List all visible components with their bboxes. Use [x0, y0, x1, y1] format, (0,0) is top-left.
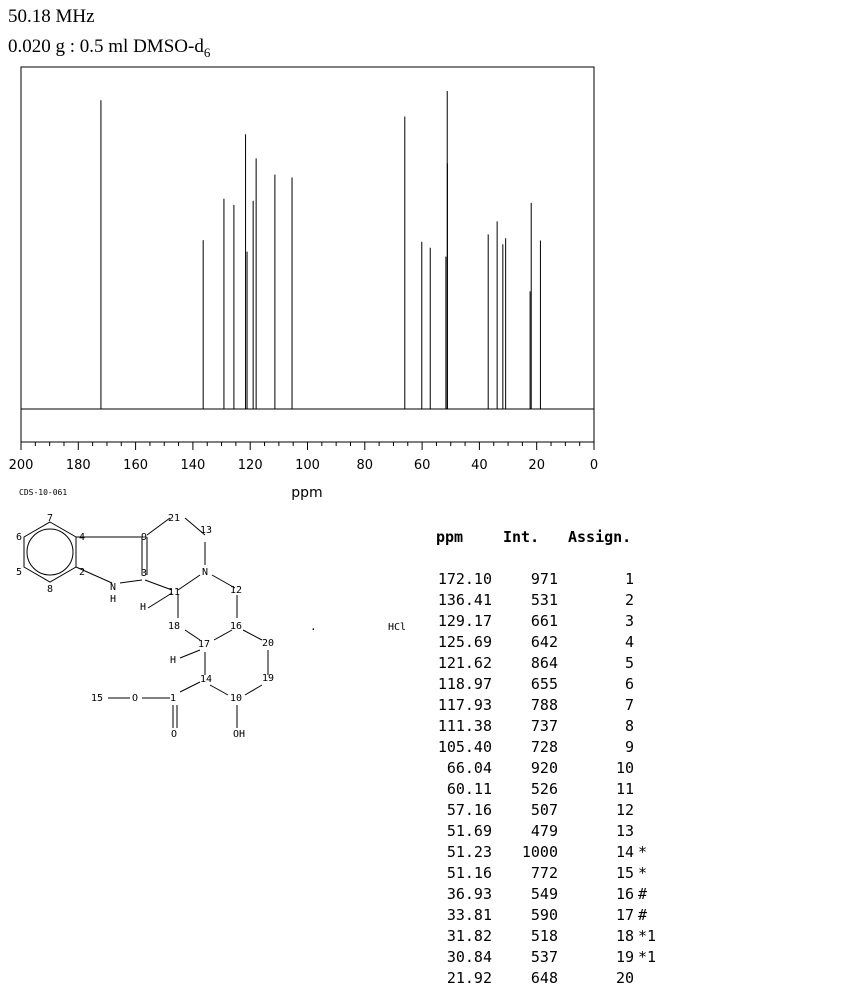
sample-main-text: 0.020 g : 0.5 ml DMSO-d	[8, 36, 204, 57]
cell-intensity: 537	[530, 948, 558, 966]
cell-assign: 3	[624, 612, 634, 630]
table-row	[410, 717, 680, 738]
header-ppm: ppm	[436, 528, 464, 546]
atom-14: 14	[200, 674, 213, 685]
cell-ppm: 51.23	[446, 843, 492, 861]
atom-h-17: H	[170, 655, 177, 666]
tick-label-180: 180	[65, 458, 91, 473]
tick-group	[9, 442, 599, 473]
cell-ppm: 136.41	[437, 591, 492, 609]
atom-oh: OH	[233, 729, 246, 740]
cell-ppm: 21.92	[446, 969, 492, 987]
plot-frame	[21, 67, 594, 442]
cell-assign: 8	[624, 717, 634, 735]
table-row	[410, 696, 680, 717]
atom-h-indole: H	[110, 594, 117, 605]
cell-ppm: 51.16	[446, 864, 492, 882]
cell-ppm: 125.69	[437, 633, 492, 651]
cell-ppm: 111.38	[437, 717, 492, 735]
cell-intensity: 772	[530, 864, 558, 882]
tick-label-200: 200	[8, 458, 34, 473]
atom-9: 9	[141, 532, 148, 543]
cell-mark: *1	[638, 927, 657, 945]
table-row	[410, 948, 680, 969]
cell-ppm: 31.82	[446, 927, 492, 945]
x-axis-label: ppm	[291, 485, 323, 500]
cell-ppm: 51.69	[446, 822, 492, 840]
sample-subscript: 6	[203, 44, 211, 60]
cell-assign: 19	[615, 948, 634, 966]
tick-label-40: 40	[471, 458, 488, 473]
table-row	[410, 738, 680, 759]
cell-ppm: 30.84	[446, 948, 492, 966]
tick-label-120: 120	[237, 458, 263, 473]
cell-intensity: 507	[530, 801, 558, 819]
cell-intensity: 737	[530, 717, 558, 735]
cell-intensity: 590	[530, 906, 558, 924]
atom-5: 5	[16, 567, 23, 578]
peak-table-header	[410, 528, 680, 548]
cell-ppm: 66.04	[446, 759, 492, 777]
cell-intensity: 971	[530, 570, 558, 588]
cell-assign: 14	[615, 843, 634, 861]
cell-ppm: 118.97	[437, 675, 492, 693]
table-row	[410, 885, 680, 906]
tick-label-0: 0	[589, 458, 599, 473]
salt-dot: .	[310, 620, 317, 633]
tick-label-160: 160	[123, 458, 149, 473]
atom-19: 19	[262, 673, 275, 684]
table-row	[410, 969, 680, 990]
cell-assign: 10	[615, 759, 634, 777]
cell-intensity: 526	[530, 780, 558, 798]
table-row	[410, 591, 680, 612]
spectrometer-frequency: 50.18 MHz	[8, 6, 95, 27]
atom-15: 15	[91, 693, 104, 704]
cell-ppm: 33.81	[446, 906, 492, 924]
tick-label-20: 20	[528, 458, 545, 473]
cell-intensity: 788	[530, 696, 558, 714]
cell-assign: 2	[624, 591, 634, 609]
cell-intensity: 531	[530, 591, 558, 609]
table-row	[410, 570, 680, 591]
atom-20: 20	[262, 638, 275, 649]
tick-label-140: 140	[180, 458, 206, 473]
cell-intensity: 661	[530, 612, 558, 630]
nmr-spectrum-chart	[0, 60, 850, 500]
cell-ppm: 60.11	[446, 780, 492, 798]
cell-assign: 5	[624, 654, 634, 672]
atom-3: 3	[141, 568, 148, 579]
cell-intensity: 642	[530, 633, 558, 651]
cell-intensity: 648	[530, 969, 558, 987]
table-row	[410, 906, 680, 927]
cell-assign: 9	[624, 738, 634, 756]
cell-ppm: 129.17	[437, 612, 492, 630]
atom-6: 6	[16, 532, 23, 543]
atom-11: 11	[168, 587, 181, 598]
cell-ppm: 117.93	[437, 696, 492, 714]
peak-group	[101, 91, 540, 409]
cell-intensity: 1000	[521, 843, 558, 861]
table-row	[410, 801, 680, 822]
cell-assign: 1	[624, 570, 634, 588]
atom-o-carbonyl: O	[171, 729, 178, 740]
atom-1: 1	[170, 693, 177, 704]
atom-10: 10	[230, 693, 243, 704]
cell-assign: 20	[615, 969, 634, 987]
header-assign: Assign.	[568, 528, 632, 546]
atom-16: 16	[230, 621, 243, 632]
table-row	[410, 675, 680, 696]
atom-13: 13	[200, 525, 213, 536]
cell-intensity: 655	[530, 675, 558, 693]
salt-label: HCl	[388, 622, 407, 633]
table-row	[410, 780, 680, 801]
cell-ppm: 121.62	[437, 654, 492, 672]
table-row	[410, 759, 680, 780]
sample-description	[8, 36, 210, 61]
cell-intensity: 728	[530, 738, 558, 756]
table-row	[410, 843, 680, 864]
cell-assign: 13	[615, 822, 634, 840]
cell-assign: 11	[615, 780, 634, 798]
atom-18: 18	[168, 621, 181, 632]
header-intensity: Int.	[503, 528, 540, 546]
cell-ppm: 36.93	[446, 885, 492, 903]
cell-intensity: 920	[530, 759, 558, 777]
compound-code: CDS-10-061	[19, 488, 68, 497]
cell-mark: #	[638, 885, 648, 903]
tick-label-60: 60	[413, 458, 431, 473]
cell-assign: 15	[615, 864, 634, 882]
table-row	[410, 864, 680, 885]
table-row	[410, 927, 680, 948]
tick-label-80: 80	[356, 458, 374, 473]
atom-8: 8	[47, 584, 54, 595]
cell-intensity: 864	[530, 654, 558, 672]
cell-assign: 18	[615, 927, 634, 945]
structure-atom-labels	[16, 513, 274, 740]
table-row	[410, 654, 680, 675]
cell-assign: 6	[624, 675, 634, 693]
atom-4: 4	[79, 532, 86, 543]
table-row	[410, 822, 680, 843]
atom-7: 7	[47, 513, 54, 524]
atom-21: 21	[168, 513, 181, 524]
cell-intensity: 479	[530, 822, 558, 840]
cell-intensity: 549	[530, 885, 558, 903]
cell-assign: 17	[615, 906, 634, 924]
cell-assign: 12	[615, 801, 634, 819]
cell-mark: *	[638, 864, 648, 882]
atom-n-indole: N	[110, 582, 117, 593]
atom-n-ring: N	[202, 567, 209, 578]
atom-h-11: H	[140, 602, 147, 613]
atom-2: 2	[79, 567, 86, 578]
cell-ppm: 172.10	[437, 570, 492, 588]
cell-mark: #	[638, 906, 648, 924]
cell-ppm: 57.16	[446, 801, 492, 819]
table-row	[410, 633, 680, 654]
cell-mark: *	[638, 843, 648, 861]
table-row	[410, 612, 680, 633]
cell-ppm: 105.40	[437, 738, 492, 756]
tick-label-100: 100	[295, 458, 320, 473]
atom-o-ester: O	[132, 693, 139, 704]
atom-12: 12	[230, 585, 243, 596]
cell-assign: 7	[624, 696, 634, 714]
cell-assign: 4	[624, 633, 634, 651]
cell-intensity: 518	[530, 927, 558, 945]
atom-17: 17	[198, 639, 211, 650]
cell-assign: 16	[615, 885, 634, 903]
cell-mark: *1	[638, 948, 657, 966]
